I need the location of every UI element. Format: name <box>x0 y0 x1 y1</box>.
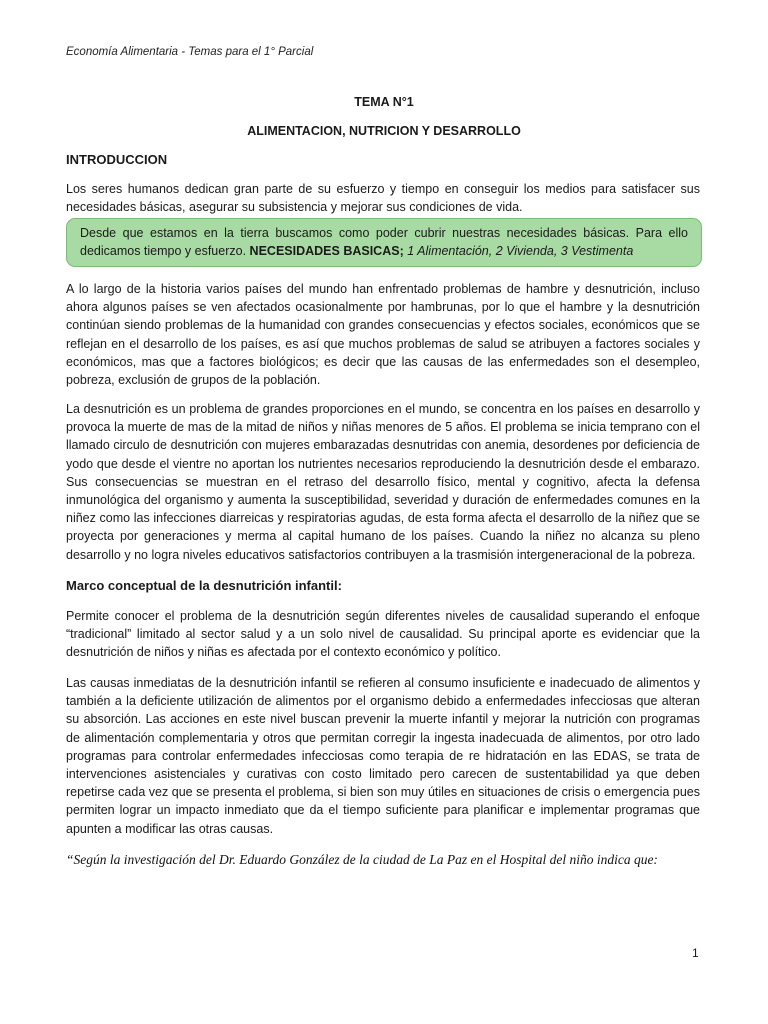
highlight-text: Desde que estamos en la tierra buscamos como poder cubrir nuestras necesidades básicas. Para ello dedicamos tiempo y esfuerzo. <box>80 226 688 258</box>
paragraph-5-text: Las causas inmediatas de la desnutrición infantil se refieren al consumo insuficiente e inadecuado de alimentos y también a la deficiente utilización de alimentos por el organismo debido a enfermedades infecciosas que alteran su absorción. Las acciones en este nivel buscan prevenir la muerte infantil y mejorar la nutrición con programas de alimentación complementaria y otros que permitan corregir la ingesta inadecuada de alimentos, por otro lado programas para controlar enfermedades infecciosas como terapia de re hidratación en las EDAS, se trata de intervenciones asistenciales y curativas con costo limitado pero carecen de sustentabilidad ya que deben repetirse cada vez que se presenta el problema, si bien son muy útiles en situaciones de crisis o emergencia pues permiten lograr un impacto inmediato que da el tiempo suficiente para planificar e implementar programas que apunten a modificar las otras causas. <box>66 676 700 836</box>
paragraph-4-text: Permite conocer el problema de la desnutrición según diferentes niveles de causalidad superando el enfoque “tradicional” limitado al sector salud y a un solo nivel de causalidad. Su principal aporte es evidenciar que la desnutrición de niños y niñas es afectada por el contexto económico y político. <box>66 609 700 660</box>
quote-line: “Según la investigación del Dr. Eduardo González de la ciudad de La Paz en el Hospital del niño indica que: <box>66 852 658 867</box>
intro-heading: INTRODUCCION <box>66 152 168 167</box>
highlight-box-text <box>80 224 688 260</box>
marco-heading: Marco conceptual de la desnutrición infantil: <box>66 578 342 593</box>
paragraph-3-text: La desnutrición es un problema de grandes proporciones en el mundo, se concentra en los países en desarrollo y provoca la muerte de mas de la mitad de niños y niñas menores de 5 años. El problema se inicia temprano con el llamado circulo de desnutrición con mujeres embarazadas desnutridas con anemia, desordenes por deficiencia de yodo que desde el vientre no aportan los nutrientes necesarios reproduciendo la desnutrición desde el embarazo. Sus consecuencias se muestran en el retraso del desarrollo físico, mental y cognitivo, afecta la defensa inmunológica del organismo y aumenta la susceptibilidad, severidad y duración de enfermedades comunes en la niñez como las infecciones diarreicas y respiratorias agudas, de esta forma afecta el desarrollo de la niñez que se proyecta por generaciones y merma al capital humano de los países. Cuando la niñez no alcanza su pleno desarrollo y no logra niveles educativos satisfactorios contribuyen a la trasmisión intergeneracional de la pobreza. <box>66 402 700 562</box>
running-header: Economía Alimentaria - Temas para el 1° Parcial <box>66 46 314 58</box>
tema-heading: TEMA N°1 <box>354 95 414 109</box>
paragraph-5 <box>66 674 700 838</box>
page-number: 1 <box>692 946 699 960</box>
paragraph-3 <box>66 400 700 564</box>
paragraph-1 <box>66 180 700 216</box>
highlight-box <box>66 218 702 267</box>
paragraph-2-text: A lo largo de la historia varios países del mundo han enfrentado problemas de hambre y desnutrición, incluso ahora algunos países se ven afectados ocasionalmente por hambrunas, por lo que el hambre y la desnutrición continúan siendo problemas de la humanidad con grandes consecuencias y efectos sociales, económicos que se reflejan en el desarrollo de los países, es así que muchos problemas de salud se atribuyen a factores sociales y económicos, mas que a factores biológicos; es decir que las causas de las enfermedades son el desempleo, pobreza, exclusión de grupos de la población. <box>66 282 700 388</box>
page-title: ALIMENTACION, NUTRICION Y DESARROLLO <box>247 124 521 138</box>
paragraph-1-text: Los seres humanos dedican gran parte de su esfuerzo y tiempo en conseguir los medios para satisfacer sus necesidades básicas, asegurar su subsistencia y mejorar sus condiciones de vida. <box>66 182 700 215</box>
paragraph-4 <box>66 607 700 662</box>
highlight-bold: NECESIDADES BASICAS; <box>249 244 404 258</box>
paragraph-2 <box>66 280 700 389</box>
highlight-italic: 1 Alimentación, 2 Vivienda, 3 Vestimenta <box>407 244 634 258</box>
